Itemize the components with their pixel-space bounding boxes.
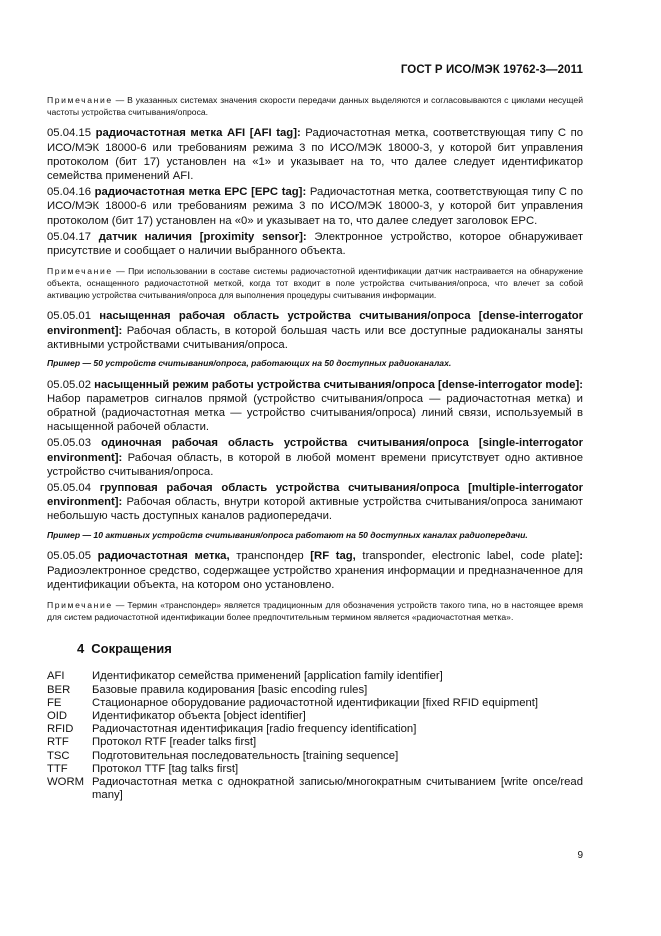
term-definition: Рабочая область, в которой в любой момент времени присутствует одно активное устройство считывания/опроса. [47,451,583,478]
abbreviation: TSC [47,749,70,762]
note-label: Примечание [47,600,113,610]
abbreviation-row [47,763,583,776]
note-text: — Термин «транспондер» является традиционным для обозначения устройств такого типа, но в настоящее время для систем радиочастотной идентификации более предпочтительным термином является «радиочастотная метка». [47,600,583,622]
term-name: насыщенная рабочая область устройства считывания/опроса [dense-interrogator environment]: [47,310,584,337]
term-entry [47,126,583,183]
abbreviation: OID [47,710,68,723]
abbreviation-description: Радиочастотная идентификация [radio frequency identification] [92,723,417,736]
note-text: — В указанных системах значения скорости передачи данных выделяются и согласовываются с циклами несущей частоты устройства считывания/опроса. [47,95,583,117]
term-name: радиочастотная метка EPC [EPC tag]: [94,186,307,199]
abbreviation-description: Стационарное оборудование радиочастотной идентификации [fixed RFID equipment] [92,696,539,709]
abbreviation-row [47,776,583,802]
term-number: 05.04.16 [47,186,91,199]
abbreviation: RFID [47,723,74,736]
term-definition: Рабочая область, внутри которой активные устройства считывания/опроса занимают небольшую часть доступных каналов радиопередачи. [47,496,583,523]
section-heading [77,641,583,656]
abbreviation-row [47,697,583,710]
abbreviation-description: Идентификатор семейства применений [application family identifier] [92,670,443,683]
document-header: ГОСТ Р ИСО/МЭК 19762-3—2011 [400,64,583,76]
term-name: одиночная рабочая область устройства считывания/опроса [single-interrogator environment]: [47,437,584,464]
term-entry [47,230,583,258]
abbreviation-description: Протокол TTF [tag talks first] [92,762,239,775]
note-text: — При использовании в составе системы радиочастотной идентификации датчик настраивается на обнаружение объекта, оснащенного радиочастотной меткой, когда тот входит в поле устройства считывания/опроса, что влечет за собой активацию устройства считывания/опроса для выполнения процедуры считывания информации. [47,266,583,300]
page-content [47,95,583,802]
page-number: 9 [577,850,583,861]
abbreviation-description: Базовые правила кодирования [basic encoding rules] [92,683,368,696]
term-number: 05.05.05 [47,550,91,563]
term-name: радиочастотная метка, [97,550,230,563]
term-name: групповая рабочая область устройства считывания/опроса [multiple-interrogator environment]: [47,482,583,509]
abbreviation-row [47,750,583,763]
note [47,95,583,118]
term-english-bracket: [RF tag, [310,550,356,563]
term-entry [47,549,583,592]
term-name: радиочастотная метка AFI [AFI tag]: [95,127,301,140]
term-number: 05.04.15 [47,127,91,140]
term-definition: Радиочастотная метка, соответствующая типу C по ИСО/МЭК 18000-6 или требованиям режима 3 по ИСО/МЭК 18000-3, у которой бит управления протоколом (бит 17) установлен на «1» и указывает на то, что далее следует идентификатор семейства применений AFI. [47,127,583,183]
term-entry [47,378,583,435]
term-english: transponder, electronic label, code plate] [355,550,580,563]
note [47,600,583,623]
abbreviation-description: Подготовительная последовательность [training sequence] [92,749,399,762]
term-name: насыщенный режим работы устройства считывания/опроса [dense-interrogator mode]: [94,378,583,391]
term-entry [47,309,583,352]
abbreviations-table [47,670,583,802]
abbreviation: WORM [47,776,85,789]
abbreviation-description: Радиочастотная метка с однократной записью/многократным считыванием [write once/read many] [92,776,583,802]
abbreviation-row [47,710,583,723]
abbreviation-row [47,670,583,683]
term-entry [47,436,583,479]
note-label: Примечание [47,95,113,105]
example: Пример — 50 устройств считывания/опроса, работающих на 50 доступных радиоканалах. [47,357,452,368]
abbreviation: AFI [47,670,65,683]
example: Пример — 10 активных устройств считывания/опроса работают на 50 доступных каналах радиопередачи. [47,529,528,540]
term-number: 05.05.01 [47,310,91,323]
term-number: 05.05.03 [47,437,91,450]
abbreviation-description: Идентификатор объекта [object identifier] [92,710,306,723]
term-synonym: транспондер [229,550,311,563]
term-colon: : [579,550,583,563]
term-definition: Радиоэлектронное средство, содержащее устройство хранения информации и предназначенное для идентификации объекта, на котором оно установлено. [47,564,583,591]
term-definition: Набор параметров сигналов прямой (устройство считывания/опроса — радиочастотная метка) и обратной (радиочастотная метка — устройство считывания/опроса) линий связи, используемый в насыщенной рабочей области. [47,392,583,434]
abbreviation: RTF [47,736,69,749]
term-entry [47,481,583,524]
abbreviation: FE [47,696,62,709]
term-name: датчик наличия [proximity sensor]: [98,230,307,243]
abbreviation-row [47,723,583,736]
abbreviation: TTF [47,762,68,775]
term-definition: Радиочастотная метка, соответствующая типу C по ИСО/МЭК 18000-6 или требованиям режима 3 по ИСО/МЭК 18000-3, у которой бит управления протоколом (бит 17) установлен на «0» и указывает на то, что далее следует заголовок EPC. [47,186,584,227]
section-number: 4 [77,641,85,657]
term-entry [47,185,583,228]
term-number: 05.05.02 [47,378,91,391]
abbreviation-description: Протокол RTF [reader talks first] [92,736,257,749]
note-label: Примечание [47,266,113,277]
term-definition: Электронное устройство, которое обнаруживает присутствие и сообщает о наличии выбранного объекта. [47,230,584,258]
note [47,266,583,301]
abbreviation: BER [47,683,71,696]
abbreviation-row [47,736,583,749]
term-number: 05.05.04 [47,482,91,495]
abbreviation-row [47,684,583,697]
term-definition: Рабочая область, в которой большая часть или все доступные радиоканалы заняты активными устройствами считывания/опроса. [47,324,583,351]
section-title: Сокращения [91,641,172,657]
term-number: 05.04.17 [47,230,91,243]
